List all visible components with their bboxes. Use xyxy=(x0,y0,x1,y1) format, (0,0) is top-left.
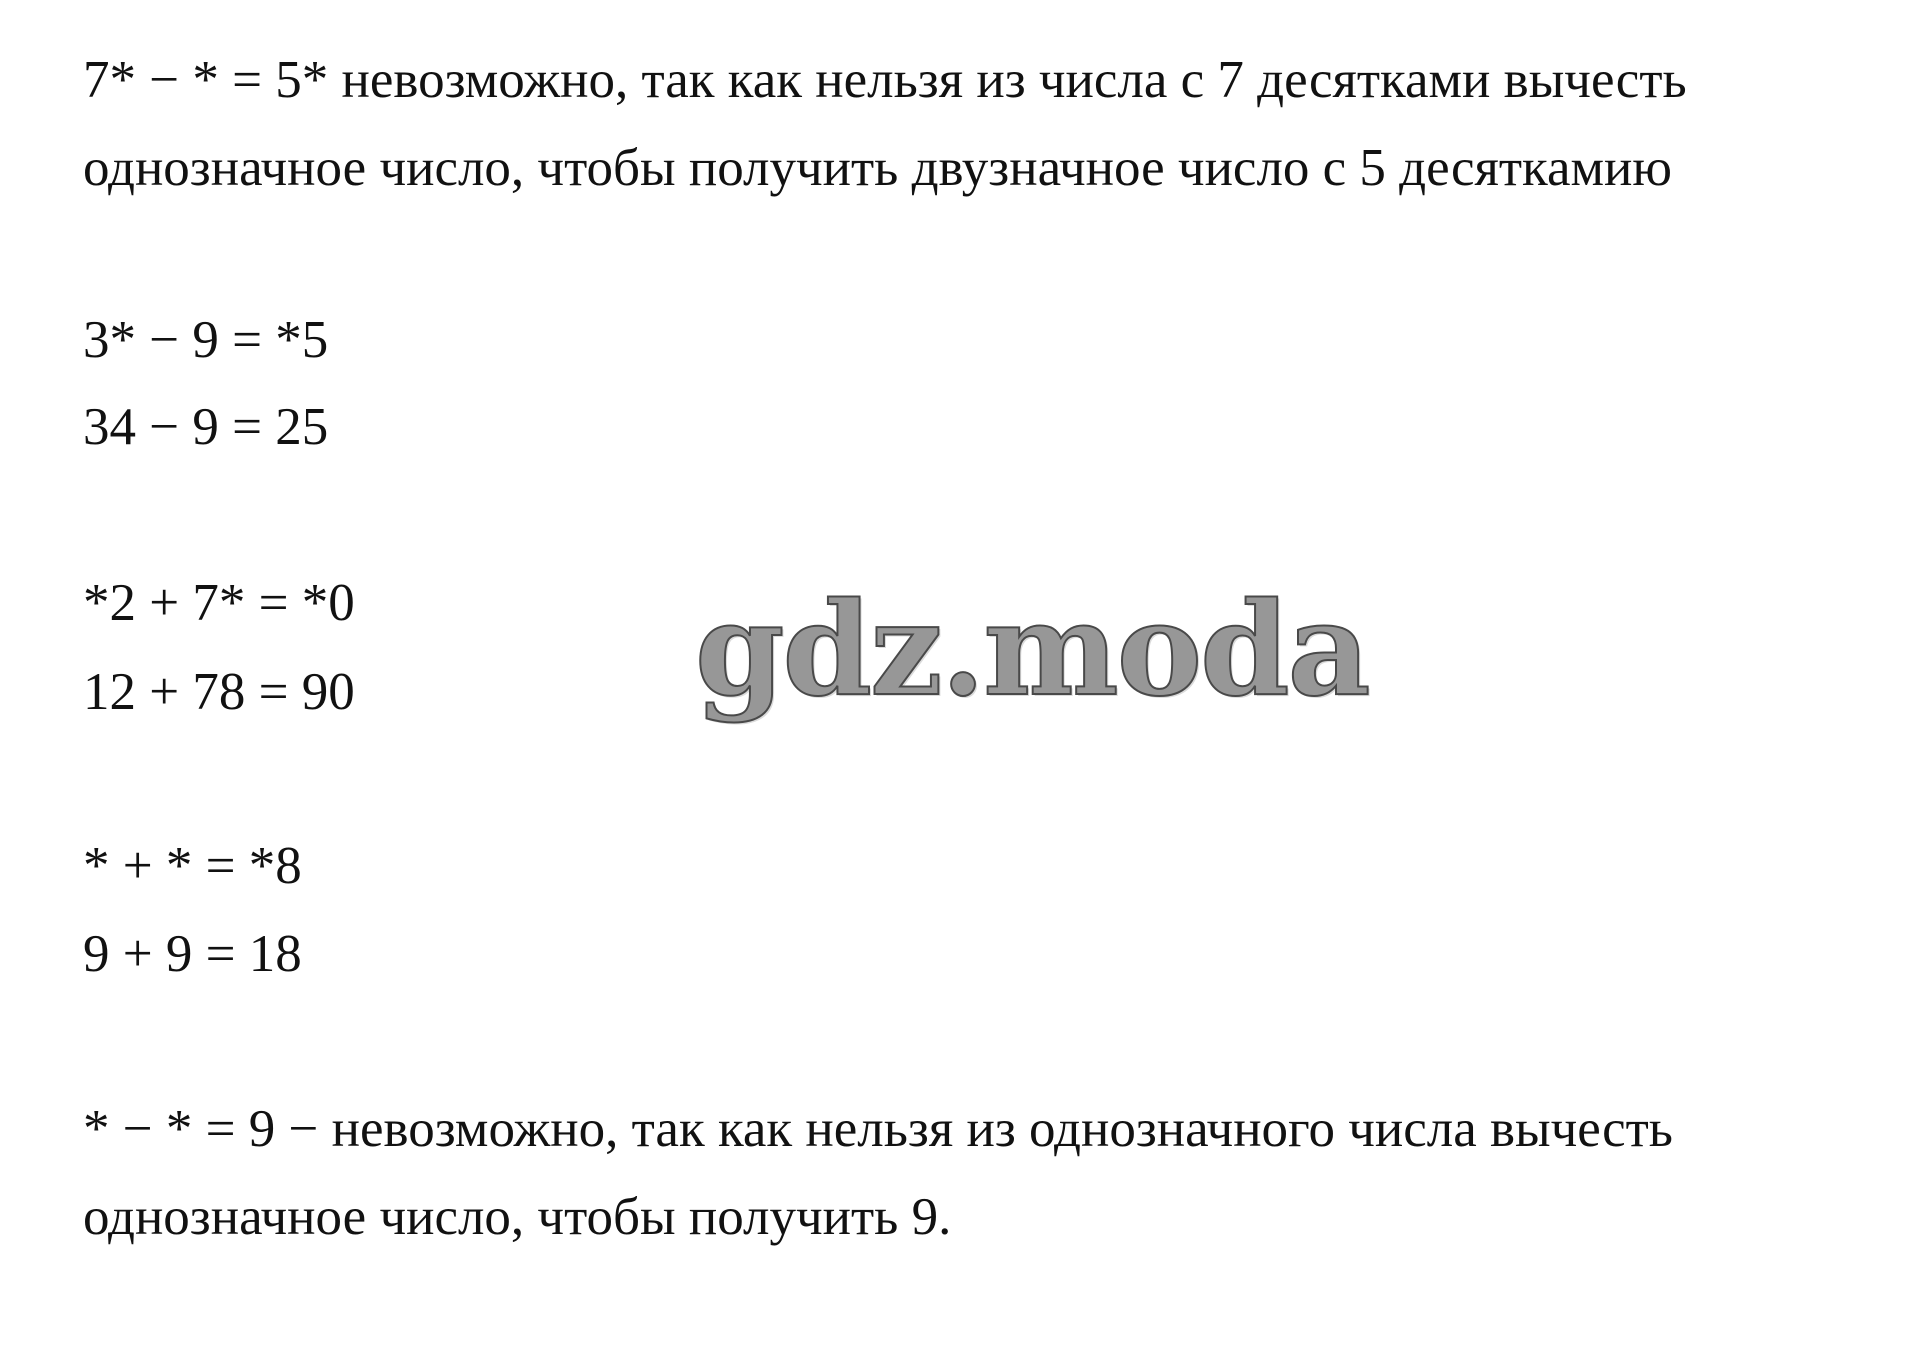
equation-puzzle-3: * + * = *8 xyxy=(83,837,302,895)
equation-puzzle-2: *2 + 7* = *0 xyxy=(83,574,355,632)
text-line-9: * − * = 9 − невозможно, так как нельзя из однозначного числа вычесть xyxy=(83,1100,1673,1158)
equation-solution-3: 9 + 9 = 18 xyxy=(83,925,302,983)
equation-puzzle-1: 3* − 9 = *5 xyxy=(83,311,329,369)
equation-solution-1: 34 − 9 = 25 xyxy=(83,398,329,456)
text-line-2: однозначное число, чтобы получить двузначное число с 5 десяткамию xyxy=(83,139,1673,197)
equation-solution-2: 12 + 78 = 90 xyxy=(83,663,355,721)
watermark-logo: gdz.moda xyxy=(695,575,1369,725)
text-line-10: однозначное число, чтобы получить 9. xyxy=(83,1188,952,1246)
text-line-1: 7* − * = 5* невозможно, так как нельзя из числа с 7 десятками вычесть xyxy=(83,51,1687,109)
